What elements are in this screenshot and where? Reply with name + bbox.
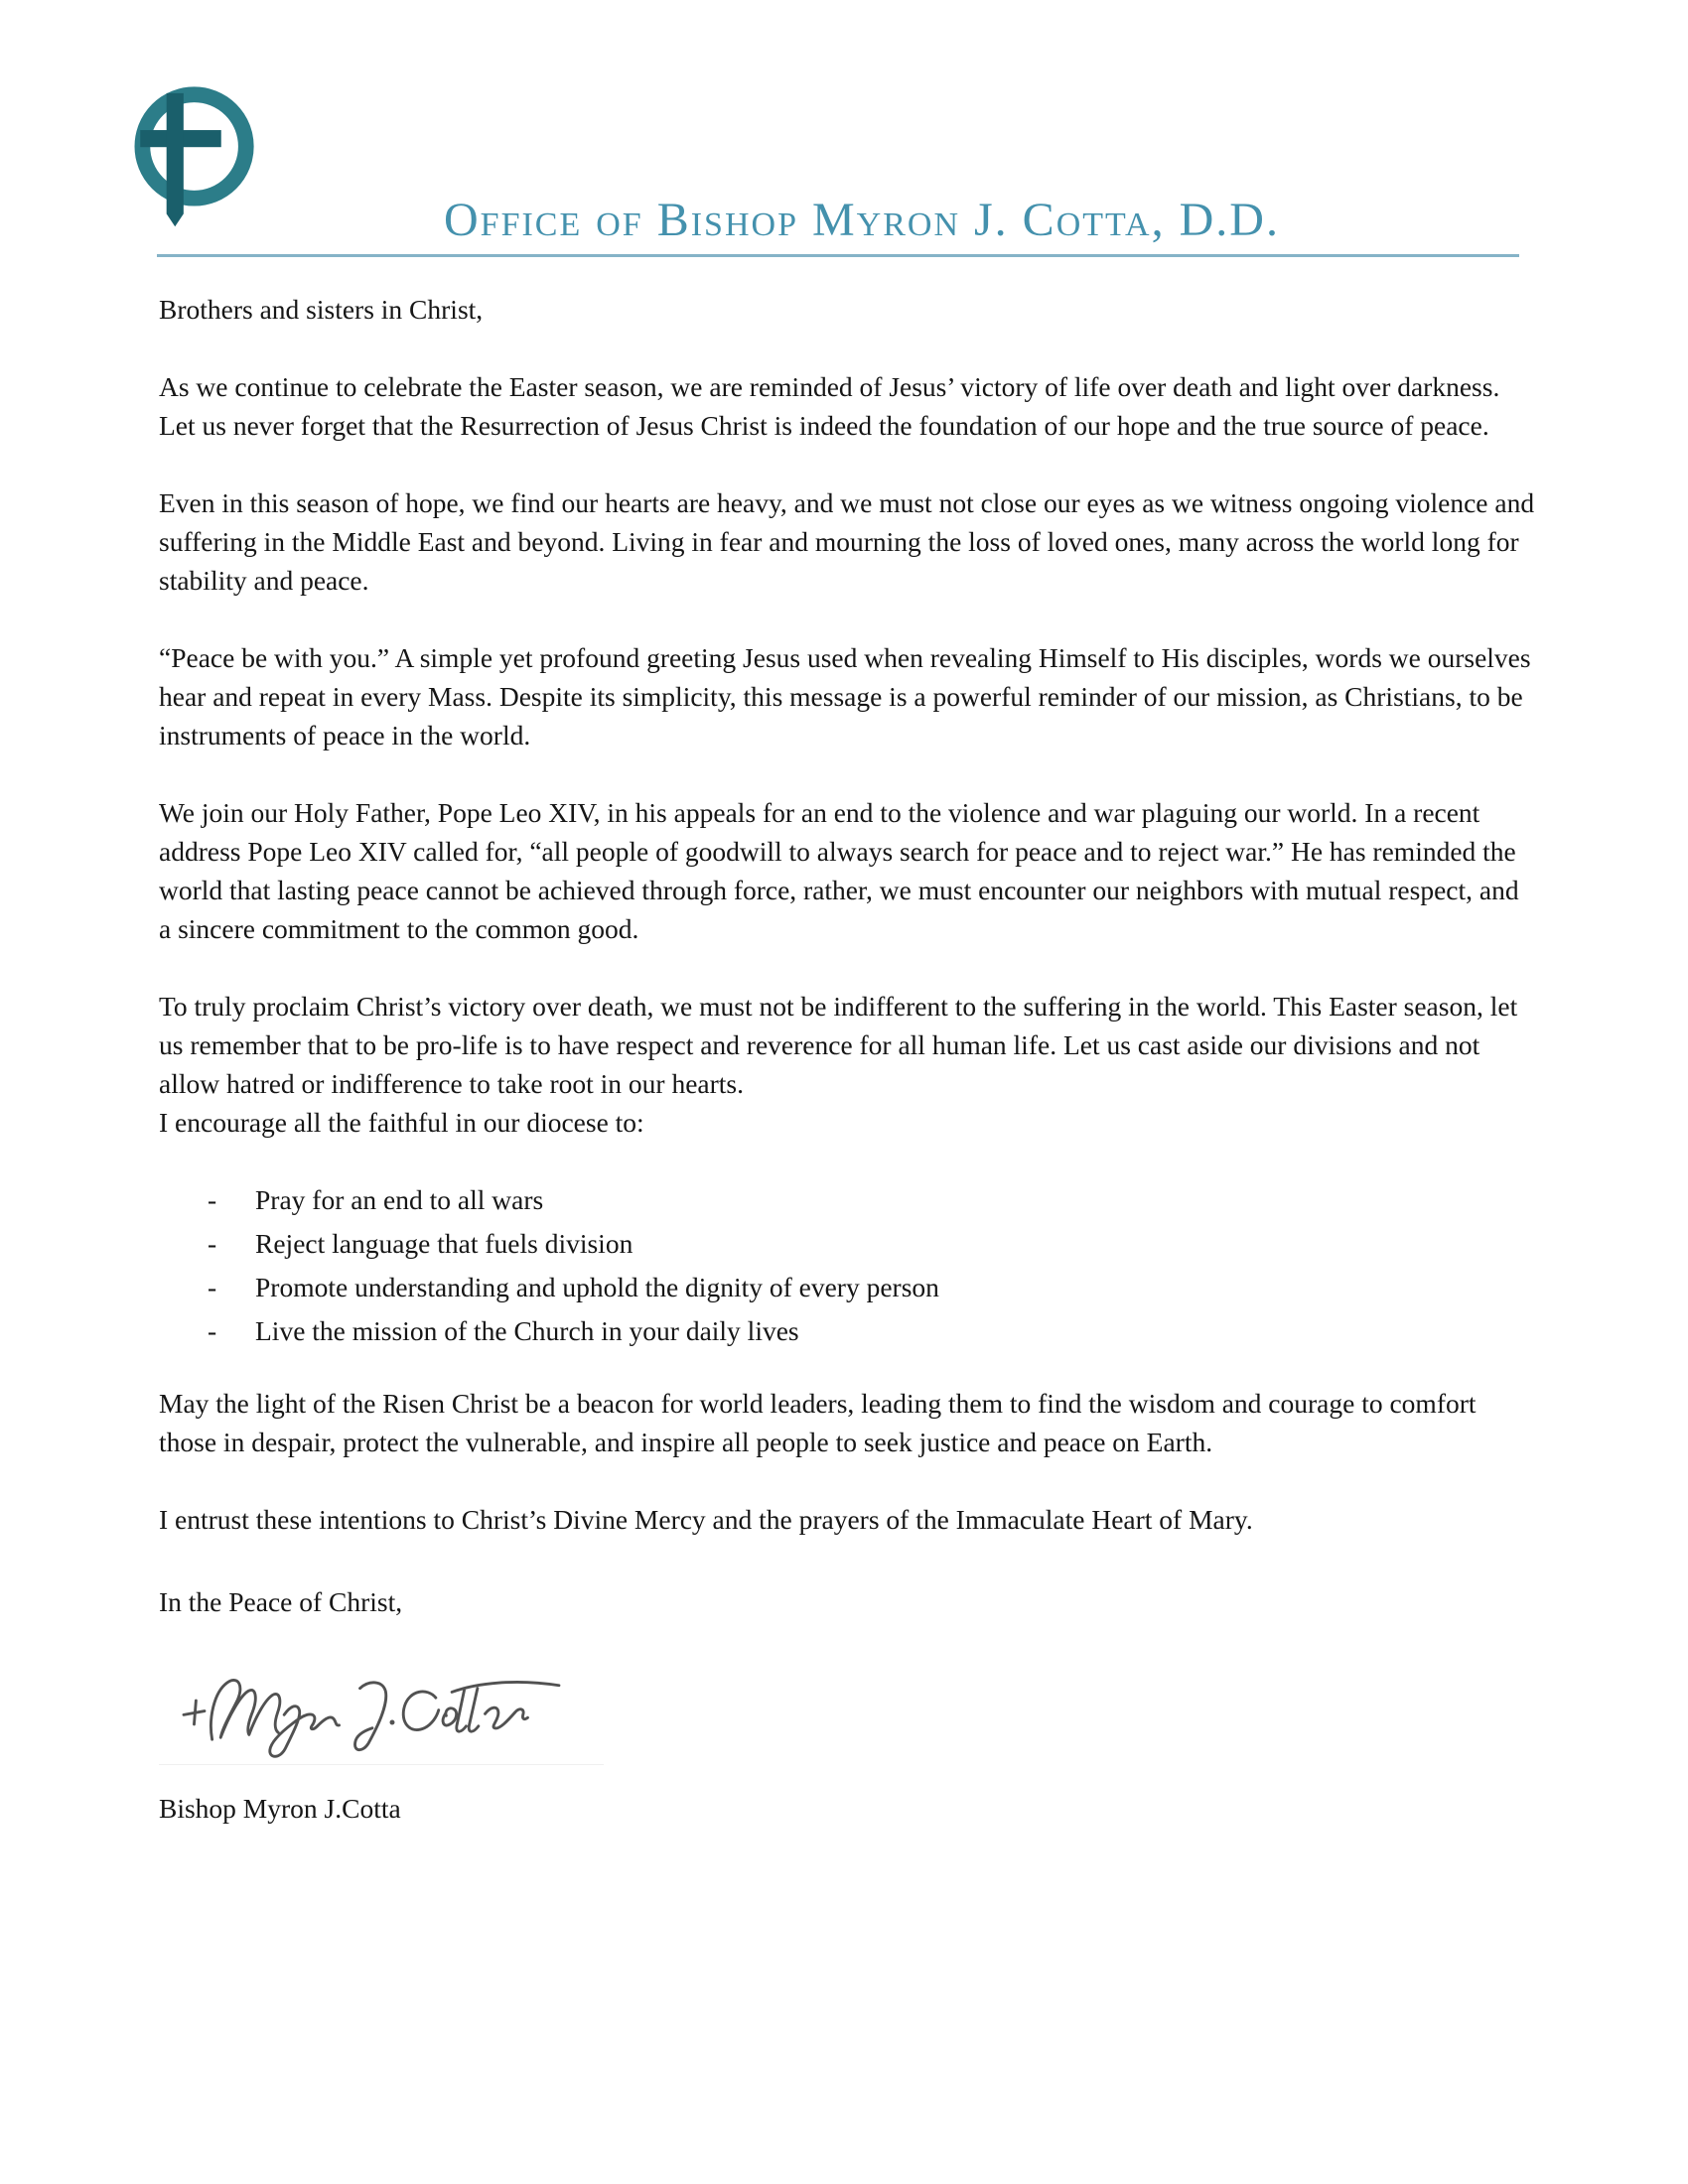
encourage-line: I encourage all the faithful in our diocese to: (159, 1107, 644, 1138)
letter-body (159, 290, 1537, 1828)
paragraph-3: “Peace be with you.” A simple yet profound greeting Jesus used when revealing Himself to His disciples, words we ourselves hear and repeat in every Mass. Despite its simplicity, this message is a powerful reminder of our mission, as Christians, to be instruments of peace in the world. (159, 642, 1531, 751)
list-item (159, 1224, 1537, 1263)
signature-yron-stroke (270, 1706, 340, 1757)
bullet-marker: - (208, 1272, 217, 1302)
list-item (159, 1311, 1537, 1350)
signature-period-dot (389, 1720, 394, 1725)
logo-cross-stem (167, 93, 184, 226)
signed-name: Bishop Myron J.Cotta (159, 1793, 401, 1824)
bullet-marker: - (208, 1184, 217, 1215)
signature-plus-stroke (184, 1701, 205, 1724)
diocese-cross-logo (133, 85, 268, 227)
list-item (159, 1268, 1537, 1306)
list-item-text: Live the mission of the Church in your daily lives (255, 1315, 799, 1346)
signature-o-stroke (443, 1708, 457, 1725)
paragraph-1: As we continue to celebrate the Easter season, we are reminded of Jesus’ victory of life over death and light over darkness. Let us never forget that the Resurrection of Jesus Christ is indeed the foundation of our hope and the true source of peace. (159, 371, 1500, 441)
bullet-marker: - (208, 1315, 217, 1346)
list-item-text: Promote understanding and uphold the dignity of every person (255, 1272, 939, 1302)
paragraph-2: Even in this season of hope, we find our hearts are heavy, and we must not close our eyes as we witness ongoing violence and suffering in the Middle East and beyond. Living in fear and mourning the loss of loved ones, many across the world long for stability and peace. (159, 487, 1535, 596)
signature-a-stroke (486, 1707, 528, 1728)
signature-j-stroke (355, 1683, 386, 1750)
list-item-text: Pray for an end to all wars (255, 1184, 544, 1215)
paragraph-5: To truly proclaim Christ’s victory over death, we must not be indifferent to the suffering in the world. This Easter season, let us remember that to be pro-life is to have respect and reverence for all human life. Let us cast aside our divisions and not allow hatred or indifference to take root in our hearts. (159, 991, 1518, 1099)
signature-c-stroke (403, 1692, 439, 1730)
signature-image (159, 1660, 604, 1765)
valediction: In the Peace of Christ, (159, 1586, 403, 1617)
salutation: Brothers and sisters in Christ, (159, 294, 484, 325)
list-item-text: Reject language that fuels division (255, 1228, 633, 1259)
list-item (159, 1180, 1537, 1219)
letterhead-title: Office of Bishop Myron J. Cotta, D.D. (444, 194, 1280, 246)
paragraph-6: May the light of the Risen Christ be a beacon for world leaders, leading them to find the wisdom and courage to comfort those in despair, protect the vulnerable, and inspire all people to seek justice and peace on Earth. (159, 1388, 1477, 1457)
paragraph-7: I entrust these intentions to Christ’s Divine Mercy and the prayers of the Immaculate Heart of Mary. (159, 1504, 1253, 1535)
signature-m-stroke (211, 1680, 279, 1739)
paragraph-4: We join our Holy Father, Pope Leo XIV, in his appeals for an end to the violence and war plaguing our world. In a recent address Pope Leo XIV called for, “all people of goodwill to always search for peace and to reject war.” He has reminded the world that lasting peace cannot be achieved through force, rather, we must encounter our neighbors with mutual respect, and a sincere commitment to the common good. (159, 797, 1519, 944)
bullet-marker: - (208, 1228, 217, 1259)
letterhead-rule (157, 254, 1519, 257)
bullet-list (159, 1180, 1537, 1350)
signature-tcross-stroke (452, 1682, 559, 1692)
signature-tt-stroke (457, 1689, 479, 1732)
